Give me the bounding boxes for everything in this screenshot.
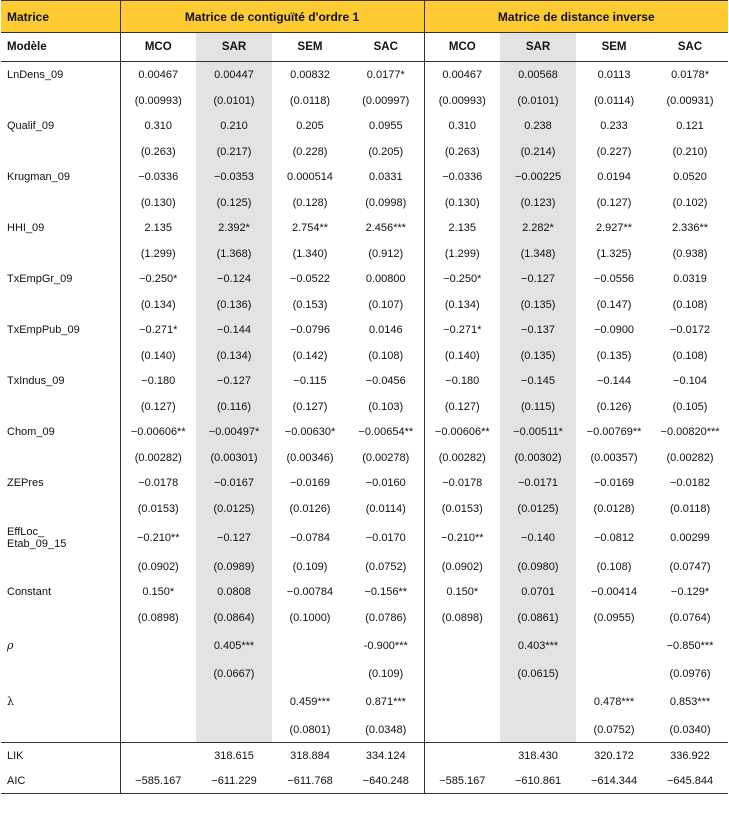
coefficient-cell: −0.00654** <box>348 419 424 445</box>
coefficient-cell: 2.282* <box>500 215 576 241</box>
std-error-cell: (0.00993) <box>438 94 486 107</box>
table-row <box>1 419 728 445</box>
std-error-cell: (0.0340) <box>669 723 711 736</box>
coefficient-cell: 0.0113 <box>597 69 631 81</box>
coefficient-cell: −0.0796 <box>289 324 331 336</box>
std-error-cell: (0.108) <box>596 560 632 573</box>
coefficient-cell: 0.871*** <box>348 686 424 717</box>
std-error-cell: (1.348) <box>500 241 576 266</box>
coefficient-cell: −0.127 <box>196 368 272 394</box>
std-error-cell: (0.0752) <box>593 723 635 736</box>
table-row <box>1 317 728 343</box>
coefficient-cell: 0.233 <box>600 120 628 132</box>
std-error-cell: (0.153) <box>292 298 328 311</box>
std-error-cell: (0.116) <box>196 394 272 419</box>
std-error-cell: (0.227) <box>596 145 632 158</box>
coefficient-cell: −0.00511* <box>500 419 576 445</box>
coefficient-cell: 2.336** <box>671 222 709 234</box>
empty-label <box>1 241 120 266</box>
std-error-cell: (0.263) <box>444 145 480 158</box>
coefficient-cell: −0.115 <box>293 375 327 387</box>
table-row <box>1 394 728 419</box>
std-error-cell <box>424 661 500 686</box>
std-error-cell: (0.0976) <box>669 667 711 680</box>
coefficient-cell: −0.137 <box>500 317 576 343</box>
coefficient-cell: −0.00606** <box>130 426 186 438</box>
variable-label: Constant <box>1 579 120 605</box>
stat-row <box>1 743 728 769</box>
std-error-cell: (0.140) <box>444 349 480 362</box>
coefficient-cell: −0.0182 <box>669 477 711 489</box>
coefficient-cell: 0.403*** <box>500 630 576 661</box>
group-inverse-distance-header: Matrice de distance inverse <box>424 1 728 33</box>
coefficient-cell: −0.850*** <box>666 639 714 652</box>
table-row <box>1 579 728 605</box>
variable-label: TxIndus_09 <box>1 368 120 394</box>
regression-results-table <box>1 0 728 794</box>
coefficient-cell: 2.754** <box>291 222 329 234</box>
coefficient-cell: 0.0146 <box>348 317 424 343</box>
coefficient-cell: −0.0171 <box>500 470 576 496</box>
std-error-cell: (0.0118) <box>289 94 331 107</box>
std-error-cell: (0.217) <box>196 139 272 164</box>
coefficient-cell <box>120 686 196 717</box>
col-header: SAC <box>348 33 424 62</box>
empty-label <box>1 190 120 215</box>
std-error-cell: (0.134) <box>140 298 176 311</box>
coefficient-cell: 0.00800 <box>348 266 424 292</box>
coefficient-cell: 0.405*** <box>196 630 272 661</box>
header-row-model <box>1 33 728 62</box>
table-row <box>1 139 728 164</box>
std-error-cell: (0.0902) <box>441 560 483 573</box>
std-error-cell: (0.128) <box>292 196 328 209</box>
stat-label: AIC <box>1 768 120 794</box>
std-error-cell: (0.0764) <box>669 611 711 624</box>
std-error-cell: (0.0747) <box>669 560 711 573</box>
coefficient-cell: 0.121 <box>676 120 704 132</box>
col-header: SEM <box>272 33 348 62</box>
std-error-cell: (0.127) <box>292 400 328 413</box>
std-error-cell: (0.134) <box>444 298 480 311</box>
coefficient-cell: −0.0812 <box>593 531 635 544</box>
coefficient-cell: 0.210 <box>196 113 272 139</box>
std-error-cell: (0.127) <box>444 400 480 413</box>
table-row <box>1 630 728 661</box>
empty-label <box>1 661 120 686</box>
coefficient-cell: −0.00820*** <box>660 426 720 438</box>
coefficient-cell: −0.0160 <box>348 470 424 496</box>
std-error-cell <box>120 661 196 686</box>
std-error-cell: (0.0786) <box>348 605 424 630</box>
std-error-cell: (0.0128) <box>593 502 635 515</box>
variable-label: λ <box>1 686 120 717</box>
variable-label: TxEmpPub_09 <box>1 317 120 343</box>
std-error-cell: (1.340) <box>292 247 328 260</box>
coefficient-cell: 0.0955 <box>348 113 424 139</box>
stat-value-cell: 334.124 <box>348 743 424 769</box>
std-error-cell: (0.938) <box>672 247 708 260</box>
std-error-cell: (0.00357) <box>590 451 638 464</box>
std-error-cell: (0.0114) <box>593 94 635 107</box>
std-error-cell: (0.0126) <box>289 502 331 515</box>
std-error-cell: (0.0861) <box>500 605 576 630</box>
coefficient-cell: -0.900*** <box>348 630 424 661</box>
std-error-cell: (0.130) <box>140 196 176 209</box>
coefficient-cell: 0.853*** <box>669 695 711 708</box>
std-error-cell: (0.0114) <box>348 496 424 521</box>
std-error-cell: (0.123) <box>500 190 576 215</box>
coefficient-cell: 0.310 <box>144 120 173 132</box>
coefficient-cell: −0.0456 <box>348 368 424 394</box>
coefficient-cell: −0.144 <box>196 317 272 343</box>
coefficient-cell: 2.927** <box>595 222 633 234</box>
std-error-cell: (0.00931) <box>666 94 714 107</box>
std-error-cell: (0.108) <box>672 298 708 311</box>
coefficient-cell: 0.238 <box>500 113 576 139</box>
coefficient-cell: −0.00606** <box>434 426 490 438</box>
variable-label: Chom_09 <box>1 419 120 445</box>
std-error-cell: (0.00278) <box>348 445 424 470</box>
stat-value-cell: −585.167 <box>424 768 500 794</box>
table-row <box>1 113 728 139</box>
std-error-cell: (0.140) <box>140 349 176 362</box>
coefficient-cell: 0.0520 <box>673 171 707 183</box>
std-error-cell: (0.125) <box>196 190 272 215</box>
std-error-cell: (0.0989) <box>196 554 272 579</box>
empty-label <box>1 717 120 743</box>
coefficient-cell: −0.180 <box>141 375 176 387</box>
coefficient-cell: 0.00467 <box>138 69 179 81</box>
std-error-cell <box>196 717 272 743</box>
coefficient-cell: 0.0178* <box>671 69 709 81</box>
std-error-cell: (0.00301) <box>196 445 272 470</box>
coefficient-cell <box>196 686 272 717</box>
std-error-cell: (0.0667) <box>196 661 272 686</box>
coefficient-cell: 0.00299 <box>670 531 710 544</box>
coefficient-cell: 0.150* <box>142 586 175 598</box>
col-header: SAR <box>196 33 272 62</box>
empty-label <box>1 394 120 419</box>
std-error-cell: (0.135) <box>500 292 576 317</box>
header-row-matrix <box>1 1 728 33</box>
coefficient-cell: 0.0331 <box>348 164 424 190</box>
stat-value-cell: 336.922 <box>652 743 728 769</box>
std-error-cell: (0.107) <box>348 292 424 317</box>
std-error-cell: (0.0153) <box>137 502 179 515</box>
table-row <box>1 686 728 717</box>
col-header: SEM <box>576 33 652 62</box>
empty-label <box>1 496 120 521</box>
coefficient-cell: 0.000514 <box>287 171 333 183</box>
table-row <box>1 343 728 368</box>
table-row <box>1 292 728 317</box>
coefficient-cell <box>272 630 348 661</box>
table-row <box>1 368 728 394</box>
coefficient-cell: 0.0194 <box>597 171 631 183</box>
empty-label <box>1 605 120 630</box>
stat-value-cell: −611.229 <box>196 768 272 794</box>
std-error-cell: (0.214) <box>500 139 576 164</box>
table-row <box>1 470 728 496</box>
coefficient-cell: 0.00568 <box>500 62 576 89</box>
std-error-cell: (0.00997) <box>348 88 424 113</box>
std-error-cell: (0.00993) <box>134 94 182 107</box>
std-error-cell: (0.109) <box>348 661 424 686</box>
coefficient-cell: 0.0177* <box>348 62 424 89</box>
coefficient-cell: 2.135 <box>448 222 477 234</box>
coefficient-cell: 2.456*** <box>348 215 424 241</box>
std-error-cell: (0.00282) <box>666 451 714 464</box>
coefficient-cell: 0.478*** <box>593 695 635 708</box>
coefficient-cell: 0.00467 <box>442 69 483 81</box>
empty-label <box>1 88 120 113</box>
std-error-cell: (0.130) <box>444 196 480 209</box>
group-contiguity-header: Matrice de contiguïté d'ordre 1 <box>120 1 424 33</box>
table-row <box>1 445 728 470</box>
std-error-cell: (0.228) <box>292 145 328 158</box>
stat-value-cell: 320.172 <box>576 743 652 769</box>
coefficient-cell: −0.00769** <box>586 426 642 438</box>
variable-label: LnDens_09 <box>1 62 120 89</box>
stat-value-cell: −611.768 <box>272 768 348 794</box>
std-error-cell: (0.102) <box>672 196 708 209</box>
std-error-cell: (0.0902) <box>137 560 179 573</box>
stat-value-cell <box>120 743 196 769</box>
variable-label: TxEmpGr_09 <box>1 266 120 292</box>
coefficient-cell: −0.0169 <box>289 477 331 489</box>
stat-label: LIK <box>1 743 120 769</box>
coefficient-cell: −0.124 <box>196 266 272 292</box>
std-error-cell: (0.0898) <box>441 611 483 624</box>
std-error-cell <box>576 661 652 686</box>
table-row <box>1 88 728 113</box>
coefficient-cell <box>424 630 500 661</box>
coefficient-cell: 0.0319 <box>673 273 707 285</box>
coefficient-cell: −0.210** <box>441 531 484 544</box>
coefficient-cell: −0.127 <box>196 521 272 554</box>
coefficient-cell: −0.00784 <box>286 586 334 598</box>
std-error-cell: (1.299) <box>444 247 480 260</box>
std-error-cell: (0.912) <box>348 241 424 266</box>
coefficient-cell: 2.135 <box>144 222 173 234</box>
std-error-cell: (0.0955) <box>593 611 635 624</box>
table-header <box>1 1 728 62</box>
std-error-cell: (0.108) <box>348 343 424 368</box>
std-error-cell: (0.0125) <box>196 496 272 521</box>
std-error-cell: (0.108) <box>672 349 708 362</box>
coefficient-cell: −0.104 <box>673 375 707 387</box>
std-error-cell: (0.109) <box>292 560 328 573</box>
coefficient-cell: −0.0556 <box>593 273 635 285</box>
std-error-cell: (0.0101) <box>500 88 576 113</box>
modele-label: Modèle <box>1 33 120 62</box>
stat-value-cell: −585.167 <box>120 768 196 794</box>
coefficient-cell: 0.459*** <box>289 695 331 708</box>
col-header: SAR <box>500 33 576 62</box>
matrice-label: Matrice <box>1 1 120 33</box>
std-error-cell <box>272 661 348 686</box>
table-row <box>1 496 728 521</box>
std-error-cell: (0.0153) <box>441 502 483 515</box>
std-error-cell: (0.00302) <box>500 445 576 470</box>
coefficient-cell <box>500 686 576 717</box>
std-error-cell: (0.0801) <box>289 723 331 736</box>
col-header: SAC <box>652 33 728 62</box>
coefficient-cell: 0.0701 <box>500 579 576 605</box>
std-error-cell: (0.0615) <box>500 661 576 686</box>
std-error-cell <box>120 717 196 743</box>
coefficient-cell: −0.250* <box>443 273 482 285</box>
table-row <box>1 164 728 190</box>
std-error-cell: (0.105) <box>672 400 708 413</box>
coefficient-cell: −0.271* <box>443 324 482 336</box>
std-error-cell <box>424 717 500 743</box>
std-error-cell: (0.0101) <box>196 88 272 113</box>
coefficient-cell: −0.144 <box>597 375 631 387</box>
variable-label: Qualif_09 <box>1 113 120 139</box>
coefficient-cell: −0.180 <box>445 375 480 387</box>
coefficient-cell: −0.129* <box>670 586 710 598</box>
stat-row <box>1 768 728 794</box>
coefficient-cell: −0.0353 <box>196 164 272 190</box>
std-error-cell: (0.142) <box>292 349 328 362</box>
coefficient-cell: −0.00225 <box>500 164 576 190</box>
table-row <box>1 521 728 554</box>
std-error-cell: (0.134) <box>196 343 272 368</box>
coefficient-cell: −0.00497* <box>196 419 272 445</box>
coefficient-cell: −0.0172 <box>669 324 711 336</box>
table-row <box>1 215 728 241</box>
table-body <box>1 62 728 794</box>
coefficient-cell: −0.140 <box>500 521 576 554</box>
stat-value-cell: −645.844 <box>652 768 728 794</box>
table-row <box>1 190 728 215</box>
table-row <box>1 605 728 630</box>
table-row <box>1 62 728 89</box>
stat-value-cell: −614.344 <box>576 768 652 794</box>
empty-label <box>1 139 120 164</box>
coefficient-cell: −0.0336 <box>138 171 179 183</box>
std-error-cell: (0.00282) <box>438 451 486 464</box>
std-error-cell: (0.127) <box>596 196 632 209</box>
coefficient-cell: 0.150* <box>446 586 479 598</box>
stat-value-cell: 318.884 <box>272 743 348 769</box>
variable-label: ρ <box>1 630 120 661</box>
variable-label: Krugman_09 <box>1 164 120 190</box>
std-error-cell: (0.103) <box>348 394 424 419</box>
coefficient-cell: 0.0808 <box>196 579 272 605</box>
coefficient-cell: 0.205 <box>296 120 324 132</box>
stat-value-cell: −640.248 <box>348 768 424 794</box>
coefficient-cell: 0.00832 <box>290 69 330 81</box>
variable-label: EffLoc_ Etab_09_15 <box>1 521 120 554</box>
variable-label: HHI_09 <box>1 215 120 241</box>
coefficient-cell: −0.0167 <box>196 470 272 496</box>
stat-value-cell: 318.615 <box>196 743 272 769</box>
stat-value-cell: 318.430 <box>500 743 576 769</box>
coefficient-cell: −0.127 <box>500 266 576 292</box>
coefficient-cell: −0.0170 <box>348 521 424 554</box>
coefficient-cell: −0.0169 <box>593 477 635 489</box>
table-row <box>1 661 728 686</box>
stat-value-cell <box>424 743 500 769</box>
std-error-cell: (0.135) <box>500 343 576 368</box>
std-error-cell: (1.325) <box>596 247 632 260</box>
std-error-cell: (0.210) <box>672 145 708 158</box>
empty-label <box>1 292 120 317</box>
empty-label <box>1 554 120 579</box>
table-row <box>1 554 728 579</box>
std-error-cell: (0.0118) <box>669 502 711 515</box>
coefficient-cell: 0.310 <box>448 120 477 132</box>
std-error-cell: (0.0898) <box>137 611 179 624</box>
coefficient-cell: −0.210** <box>136 531 180 544</box>
std-error-cell: (0.0998) <box>348 190 424 215</box>
std-error-cell: (1.299) <box>140 247 176 260</box>
std-error-cell: (0.1000) <box>289 611 331 624</box>
std-error-cell: (0.127) <box>140 400 176 413</box>
coefficient-cell: −0.250* <box>139 273 178 285</box>
std-error-cell: (0.0125) <box>500 496 576 521</box>
coefficient-cell: −0.145 <box>500 368 576 394</box>
std-error-cell: (0.0980) <box>500 554 576 579</box>
coefficient-cell <box>424 686 500 717</box>
std-error-cell: (0.126) <box>596 400 632 413</box>
std-error-cell: (0.0752) <box>348 554 424 579</box>
coefficient-cell <box>120 630 196 661</box>
table-row <box>1 266 728 292</box>
std-error-cell: (0.00346) <box>286 451 334 464</box>
std-error-cell: (0.0864) <box>196 605 272 630</box>
std-error-cell: (0.147) <box>596 298 632 311</box>
coefficient-cell: −0.0784 <box>289 531 331 544</box>
coefficient-cell: −0.0900 <box>593 324 635 336</box>
std-error-cell: (0.135) <box>596 349 632 362</box>
empty-label <box>1 445 120 470</box>
coefficient-cell: 0.00447 <box>196 62 272 89</box>
coefficient-cell: 2.392* <box>196 215 272 241</box>
std-error-cell: (0.263) <box>140 145 176 158</box>
coefficient-cell: −0.0522 <box>289 273 331 285</box>
table-row <box>1 241 728 266</box>
col-header: MCO <box>424 33 500 62</box>
coefficient-cell: −0.0178 <box>442 477 483 489</box>
std-error-cell <box>500 717 576 743</box>
empty-label <box>1 343 120 368</box>
coefficient-cell: −0.00630* <box>284 426 336 438</box>
std-error-cell: (0.0348) <box>348 717 424 743</box>
stat-value-cell: −610.861 <box>500 768 576 794</box>
std-error-cell: (0.115) <box>500 394 576 419</box>
variable-label: ZEPres <box>1 470 120 496</box>
std-error-cell: (1.368) <box>196 241 272 266</box>
coefficient-cell: −0.156** <box>348 579 424 605</box>
coefficient-cell <box>576 630 652 661</box>
col-header: MCO <box>120 33 196 62</box>
std-error-cell: (0.00282) <box>134 451 182 464</box>
coefficient-cell: −0.271* <box>139 324 178 336</box>
table-row <box>1 717 728 743</box>
std-error-cell: (0.136) <box>196 292 272 317</box>
coefficient-cell: −0.0178 <box>138 477 179 489</box>
coefficient-cell: −0.0336 <box>442 171 483 183</box>
coefficient-cell: −0.00414 <box>590 586 638 598</box>
std-error-cell: (0.205) <box>348 139 424 164</box>
